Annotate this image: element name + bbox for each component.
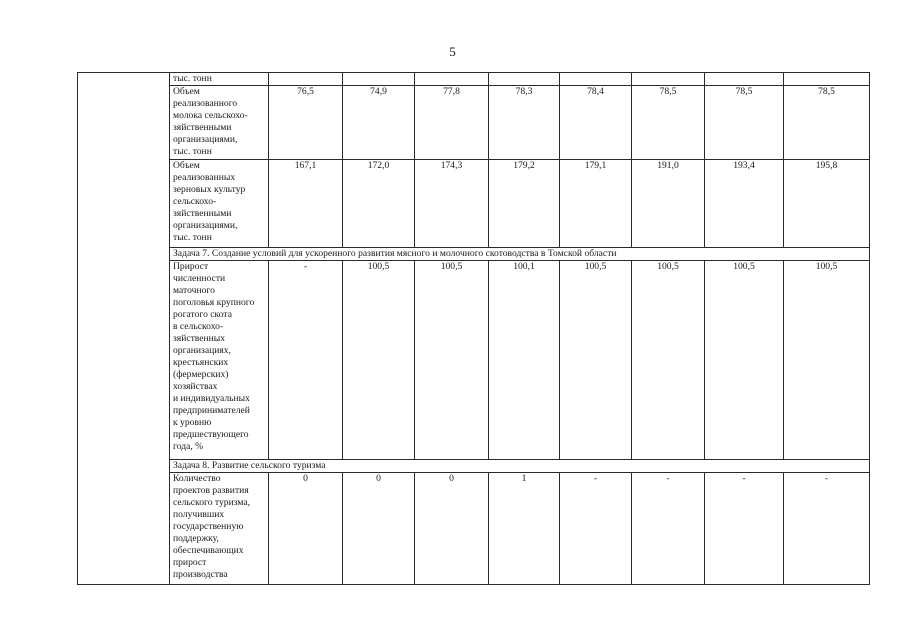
indicator-label: Количество проектов развития сельского туризма, получивших государственную поддержку, обеспечивающих прирост производства (170, 473, 269, 585)
value-cell: 78,5 (632, 86, 705, 160)
table-row (78, 473, 870, 585)
value-cell: 100,5 (632, 261, 705, 460)
value-cell (560, 73, 632, 86)
value-cell: 174,3 (415, 160, 489, 248)
value-cell: 172,0 (343, 160, 415, 248)
value-cell (632, 73, 705, 86)
value-cell: 191,0 (632, 160, 705, 248)
table-body (78, 73, 870, 585)
value-cell (784, 73, 870, 86)
value-cell: - (784, 473, 870, 585)
value-cell: - (705, 473, 784, 585)
value-cell: 195,8 (784, 160, 870, 248)
indicator-label: Объем реализованных зерновых культур сельскохо- зяйственными организациями, тыс. тонн (170, 160, 269, 248)
value-cell: 100,5 (705, 261, 784, 460)
value-cell: 77,8 (415, 86, 489, 160)
value-cell: 78,5 (784, 86, 870, 160)
table-row (78, 73, 870, 86)
indicator-label: тыс. тонн (170, 73, 269, 86)
task-heading: Задача 7. Создание условий для ускоренного развития мясного и молочного скотоводства в Томской области (170, 248, 870, 261)
value-cell: 167,1 (269, 160, 343, 248)
task-row (78, 460, 870, 473)
value-cell (705, 73, 784, 86)
value-cell: 179,1 (560, 160, 632, 248)
value-cell: 74,9 (343, 86, 415, 160)
value-cell: 0 (343, 473, 415, 585)
value-cell: 78,4 (560, 86, 632, 160)
value-cell: 100,5 (415, 261, 489, 460)
page-number: 5 (449, 44, 456, 59)
value-cell (343, 73, 415, 86)
value-cell: 1 (489, 473, 560, 585)
value-cell: 78,3 (489, 86, 560, 160)
table-row (78, 86, 870, 160)
value-cell: - (632, 473, 705, 585)
value-cell: 100,1 (489, 261, 560, 460)
value-cell: 100,5 (343, 261, 415, 460)
value-cell (415, 73, 489, 86)
value-cell: - (269, 261, 343, 460)
value-cell: 100,5 (784, 261, 870, 460)
task-row (78, 248, 870, 261)
indicator-label: Объем реализованного молока сельскохо- зяйственными организациями, тыс. тонн (170, 86, 269, 160)
value-cell: 193,4 (705, 160, 784, 248)
indicators-table (77, 72, 870, 585)
value-cell: - (560, 473, 632, 585)
empty-left-column (78, 73, 170, 585)
value-cell: 100,5 (560, 261, 632, 460)
table-row (78, 160, 870, 248)
value-cell: 78,5 (705, 86, 784, 160)
indicator-label: Прирост численности маточного поголовья крупного рогатого скота в сельскохо- зяйственных организациях, крестьянских (фермерских) хозяйствах и индивидуальных предпринимателей к уровню предшествующего года, % (170, 261, 269, 460)
value-cell: 76,5 (269, 86, 343, 160)
table-row (78, 261, 870, 460)
value-cell: 0 (269, 473, 343, 585)
value-cell (489, 73, 560, 86)
value-cell: 179,2 (489, 160, 560, 248)
value-cell: 0 (415, 473, 489, 585)
value-cell (269, 73, 343, 86)
task-heading: Задача 8. Развитие сельского туризма (170, 460, 870, 473)
